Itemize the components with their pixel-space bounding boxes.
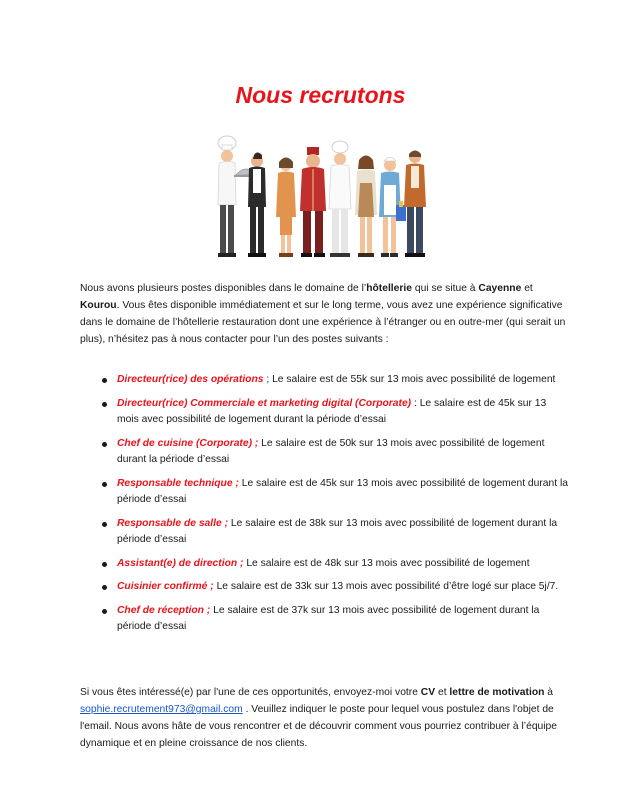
waitress-figure-icon — [355, 156, 377, 258]
highlight-cv: CV — [420, 687, 436, 698]
housekeeper-figure-icon — [379, 158, 406, 258]
highlight-hotellerie: hôtellerie — [366, 283, 412, 294]
bullet-icon — [102, 482, 107, 487]
job-description: Le salaire est de 38k sur 13 mois avec possibilité de logement durant la période d’essai — [117, 517, 558, 545]
outro-paragraph: Si vous êtes intéressé(e) par l'une de ces opportunités, envoyez-moi votre CV et lettre de motivation à sophie.recrutement973@gmail.com . Veuillez indiquer le poste pour lequel vous postulez dans l'objet de l'email. Nous avons hâte de vous rencontrer et de découvrir comment vous pourriez contribuer à l’équipe dynamique et en pleine croissance de nos clients. — [80, 687, 558, 749]
job-title: Chef de réception ; — [117, 604, 211, 616]
highlight-cayenne: Cayenne — [478, 283, 522, 294]
list-item — [80, 556, 568, 573]
job-description: Le salaire est de 37k sur 13 mois avec possibilité de logement durant la période d’essai — [117, 604, 540, 632]
list-item — [80, 516, 568, 549]
job-title: Responsable technique ; — [117, 477, 239, 489]
list-item — [80, 436, 568, 469]
job-description: Le salaire est de 33k sur 13 mois avec possibilité d’être logé sur place 5j/7. — [213, 581, 559, 592]
list-item — [80, 603, 568, 636]
list-item — [80, 476, 568, 509]
manager-figure-icon — [404, 151, 426, 258]
job-list — [80, 372, 568, 643]
job-description: Le salaire est de 45k sur 13 mois avec possibilité de logement durant la période d’essai — [117, 477, 568, 505]
job-description: ; Le salaire est de 55k sur 13 mois avec possibilité de logement — [263, 374, 556, 385]
job-description: Le salaire est de 48k sur 13 mois avec possibilité de logement — [243, 557, 530, 569]
job-description: : Le salaire est de 45k sur 13 mois avec possibilité de logement durant la période d’essai — [117, 397, 547, 425]
list-item — [80, 396, 568, 429]
bullet-icon — [102, 585, 107, 590]
job-title: Assistant(e) de direction ; — [117, 557, 244, 569]
bullet-icon — [102, 609, 107, 614]
job-title: Directeur(rice) Commerciale et marketing digital (Corporate) — [117, 397, 412, 409]
email-link[interactable]: sophie.recrutement973@gmail.com — [80, 704, 243, 715]
bullet-icon — [102, 378, 107, 383]
job-description: Le salaire est de 50k sur 13 mois avec possibilité de logement durant la période d’essai — [117, 437, 545, 465]
cook-figure-icon — [329, 141, 351, 257]
highlight-kourou: Kourou — [80, 300, 117, 311]
job-title: Cuisinier confirmé ; — [117, 581, 214, 592]
page-title: Nous recrutons — [235, 82, 406, 108]
highlight-lettre-motivation: lettre de motivation — [449, 687, 545, 698]
job-title: Responsable de salle ; — [117, 517, 229, 529]
bullet-icon — [102, 442, 107, 447]
receptionist-figure-icon — [276, 158, 296, 258]
bullet-icon — [102, 522, 107, 527]
list-item — [80, 579, 568, 596]
server-cloche-figure-icon — [234, 153, 266, 258]
list-item — [80, 372, 568, 389]
bullet-icon — [102, 402, 107, 407]
job-title: Directeur(rice) des opérations — [117, 374, 264, 385]
hospitality-staff-group-icon — [210, 135, 432, 261]
bullet-icon — [102, 562, 107, 567]
intro-paragraph: Nous avons plusieurs postes disponibles dans le domaine de l’hôtellerie qui se situe à Cayenne et Kourou. Vous êtes disponible immédiatement et sur le long terme, vous avez une expérience significative dans le domaine de l’hôtellerie restauration dont une expérience à l’étranger ou en outre-mer (qui serait un plus), n’hésitez pas à nous contacter pour l’un des postes suivants : — [80, 283, 566, 345]
bellboy-figure-icon — [300, 147, 326, 257]
job-title: Chef de cuisine (Corporate) ; — [117, 437, 259, 449]
chef-figure-icon — [218, 136, 236, 257]
